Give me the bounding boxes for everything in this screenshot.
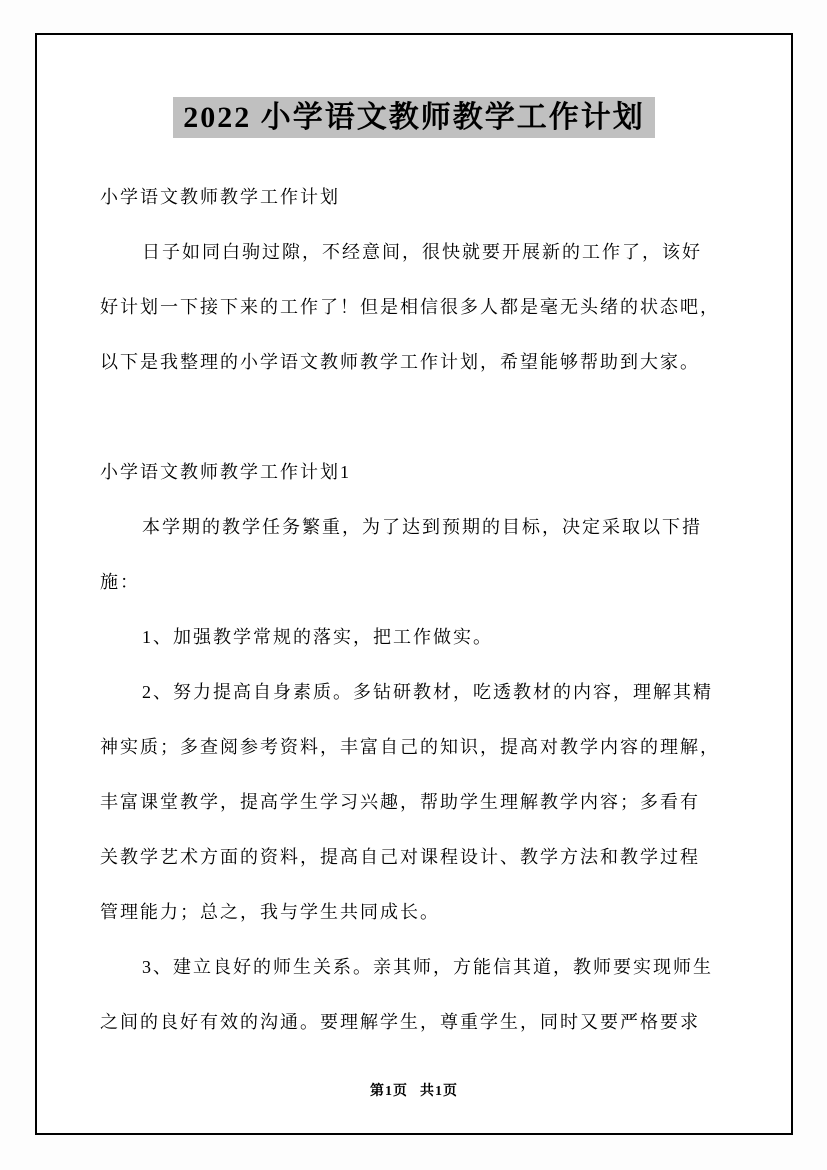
document-body — [37, 185, 791, 1065]
footer-total-pages: 共1页 — [420, 1084, 458, 1099]
document-title: 2022 小学语文教师教学工作计划 — [173, 97, 655, 138]
list-item-line: 1、加强教学常规的落实，把工作做实。 — [142, 627, 493, 647]
list-item-line: 2、努力提高自身素质。多钻研教材，吃透教材的内容，理解其精 — [142, 682, 713, 702]
text-line: 神实质；多查阅参考资料，丰富自己的知识，提高对教学内容的理解， — [100, 737, 720, 757]
text-line: 以下是我整理的小学语文教师教学工作计划，希望能够帮助到大家。 — [100, 352, 700, 372]
text-line: 好计划一下接下来的工作了！但是相信很多人都是毫无头绪的状态吧， — [100, 297, 720, 317]
subtitle-line: 小学语文教师教学工作计划 — [100, 187, 340, 207]
list-item-line: 3、建立良好的师生关系。亲其师，方能信其道，教师要实现师生 — [142, 957, 713, 977]
text-line: 管理能力；总之，我与学生共同成长。 — [100, 902, 440, 922]
text-line: 之间的良好有效的沟通。要理解学生，尊重学生，同时又要严格要求 — [100, 1012, 700, 1032]
text-line: 本学期的教学任务繁重，为了达到预期的目标，决定采取以下措 — [142, 517, 702, 537]
section-heading: 小学语文教师教学工作计划1 — [100, 462, 351, 482]
title-row — [37, 97, 791, 138]
footer-page-number: 第1页 — [370, 1084, 408, 1099]
text-line: 日子如同白驹过隙，不经意间，很快就要开展新的工作了，该好 — [142, 242, 702, 262]
text-line: 施： — [100, 572, 140, 592]
text-line: 关教学艺术方面的资料，提高自己对课程设计、教学方法和教学过程 — [100, 847, 700, 867]
document-page — [35, 33, 793, 1135]
text-line: 丰富课堂教学，提高学生学习兴趣，帮助学生理解教学内容；多看有 — [100, 792, 700, 812]
blank-line — [100, 405, 741, 460]
page-footer — [37, 1080, 791, 1100]
